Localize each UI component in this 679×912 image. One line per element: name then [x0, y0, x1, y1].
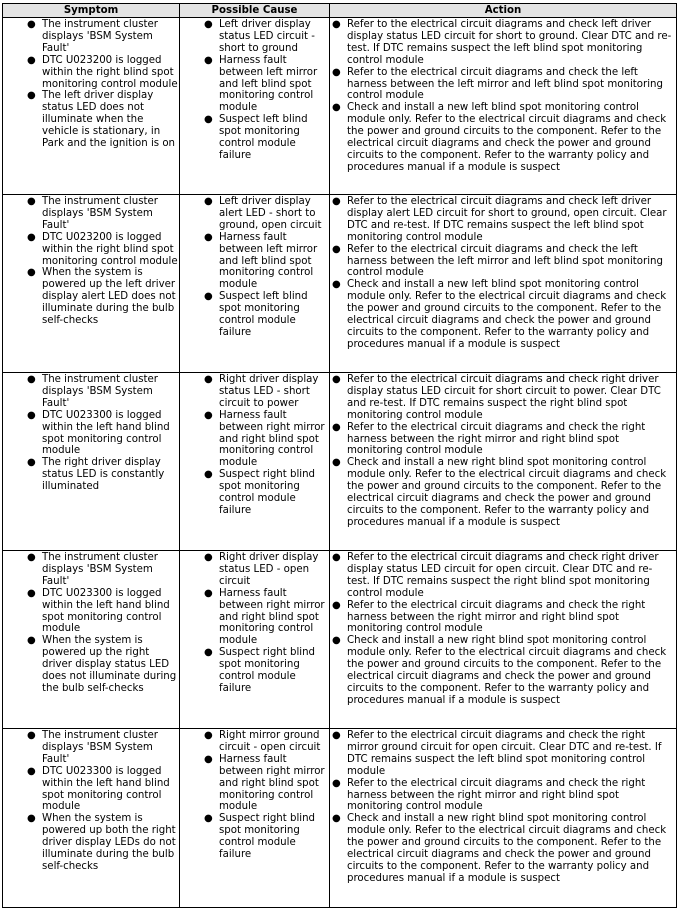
bullet-text: Check and install a new left blind spot monitoring control module only. Refer to the electrical circuit diagrams and check the power and ground circuits to the component. Refer to the electrical circuit diagrams and check the power and ground circuits to the component. Refer to the warranty policy and procedures manual if a module is suspect: [347, 279, 667, 350]
bullet-text: The instrument cluster displays 'BSM System Fault': [42, 374, 158, 409]
list-item: [4, 635, 178, 695]
list-item: [181, 410, 328, 470]
bullet-icon: ●: [27, 196, 36, 207]
list-item: [331, 244, 675, 280]
list-item: [4, 232, 178, 268]
list-item: [4, 374, 178, 410]
list-item: [331, 778, 675, 814]
list-item: [4, 19, 178, 55]
bullet-text: Refer to the electrical circuit diagrams and check the left harness between the left mirror and left blind spot monitoring control module: [347, 243, 663, 279]
bullet-text: Harness fault between left mirror and left blind spot monitoring control module: [219, 54, 318, 114]
bullet-icon: ●: [332, 599, 341, 611]
bullet-text: DTC U023300 is logged within the left hand blind spot monitoring control module: [42, 409, 170, 457]
bullet-text: Harness fault between right mirror and right blind spot monitoring control module: [219, 753, 325, 813]
bullet-icon: ●: [27, 552, 36, 563]
action-cell: [330, 729, 677, 908]
bullet-icon: ●: [332, 243, 341, 255]
list-item: [4, 90, 178, 150]
bullet-text: Refer to the electrical circuit diagrams and check right driver display status LED circuit for short circuit to power. Clear DTC and re-test. If DTC remains suspect the right blind spot monitoring control module: [347, 374, 661, 421]
possible-cause-cell: [180, 729, 330, 908]
bullet-text: The instrument cluster displays 'BSM System Fault': [42, 552, 158, 587]
header-row: [3, 4, 677, 18]
bullet-icon: ●: [27, 231, 36, 243]
list-item: [331, 102, 675, 173]
header-possible-cause: Possible Cause: [180, 4, 330, 18]
bullet-icon: ●: [332, 457, 341, 469]
bullet-list: [181, 374, 328, 517]
bullet-text: Suspect right blind spot monitoring control module failure: [219, 647, 316, 694]
bullet-icon: ●: [27, 90, 36, 102]
table-row: [3, 551, 677, 729]
list-item: [331, 552, 675, 600]
symptom-cell: [3, 729, 180, 908]
bullet-icon: ●: [27, 457, 36, 469]
bullet-icon: ●: [204, 409, 213, 421]
bullet-text: Check and install a new right blind spot monitoring control module only. Refer to the electrical circuit diagrams and check the power and ground circuits to the component. Refer to the electrical circuit diagrams and check the power and ground circuits to the component. Refer to the warranty policy and procedures manual if a module is suspect: [347, 813, 667, 884]
list-item: [181, 730, 328, 754]
possible-cause-cell: [180, 551, 330, 729]
symptom-cell: [3, 18, 180, 195]
action-cell: [330, 373, 677, 551]
list-item: [4, 457, 178, 493]
bullet-text: Left driver display alert LED - short to ground, open circuit: [219, 196, 322, 231]
list-item: [331, 19, 675, 67]
bullet-icon: ●: [204, 291, 213, 303]
bullet-icon: ●: [332, 102, 341, 114]
bullet-list: [4, 730, 178, 873]
list-item: [4, 588, 178, 636]
list-item: [181, 114, 328, 162]
bullet-icon: ●: [27, 409, 36, 421]
bullet-list: [331, 730, 675, 885]
list-item: [331, 374, 675, 422]
bullet-icon: ●: [27, 730, 36, 741]
list-item: [4, 766, 178, 814]
bullet-text: Check and install a new right blind spot monitoring control module only. Refer to the electrical circuit diagrams and check the power and ground circuits to the component. Refer to the electrical circuit diagrams and check the power and ground circuits to the component. Refer to the warranty policy and procedures manual if a module is suspect: [347, 457, 667, 528]
bullet-text: DTC U023300 is logged within the left hand blind spot monitoring control module: [42, 587, 170, 635]
bullet-icon: ●: [204, 54, 213, 66]
bullet-text: The instrument cluster displays 'BSM System Fault': [42, 19, 158, 54]
list-item: [181, 588, 328, 648]
bullet-list: [181, 19, 328, 162]
bullet-text: DTC U023200 is logged within the right blind spot monitoring control module: [42, 54, 178, 90]
bullet-text: Check and install a new right blind spot monitoring control module only. Refer to the electrical circuit diagrams and check the power and ground circuits to the component. Refer to the electrical circuit diagrams and check the power and ground circuits to the component. Refer to the warranty policy and procedures manual if a module is suspect: [347, 635, 667, 706]
bullet-text: Suspect right blind spot monitoring control module failure: [219, 813, 316, 861]
bullet-icon: ●: [27, 267, 36, 279]
header-symptom: Symptom: [3, 4, 180, 18]
list-item: [4, 196, 178, 232]
list-item: [4, 410, 178, 458]
bullet-icon: ●: [27, 765, 36, 777]
bullet-list: [4, 552, 178, 695]
bullet-icon: ●: [332, 730, 341, 741]
bullet-list: [331, 19, 675, 174]
list-item: [331, 635, 675, 706]
bullet-text: Left driver display status LED circuit - short to ground: [219, 19, 315, 54]
list-item: [4, 267, 178, 327]
bullet-list: [4, 196, 178, 327]
list-item: [181, 552, 328, 588]
bullet-text: When the system is powered up the right driver display status LED does not illuminate during the bulb self-checks: [42, 635, 177, 694]
bullet-list: [181, 730, 328, 861]
bullet-text: Harness fault between left mirror and left blind spot monitoring control module: [219, 231, 318, 291]
bullet-text: Refer to the electrical circuit diagrams and check the left harness between the left mirror and left blind spot monitoring control module: [347, 66, 663, 102]
list-item: [181, 813, 328, 861]
bullet-icon: ●: [332, 777, 341, 789]
bullet-text: DTC U023200 is logged within the right blind spot monitoring control module: [42, 231, 178, 267]
list-item: [331, 730, 675, 778]
bullet-icon: ●: [204, 469, 213, 481]
list-item: [181, 19, 328, 55]
bullet-icon: ●: [332, 279, 341, 291]
bullet-text: The instrument cluster displays 'BSM System Fault': [42, 730, 158, 765]
bullet-text: When the system is powered up both the right driver display LEDs do not illuminate during the bulb self-checks: [42, 813, 176, 872]
list-item: [181, 374, 328, 410]
bullet-text: The right driver display status LED is constantly illuminated: [42, 457, 165, 493]
list-item: [331, 422, 675, 458]
list-item: [331, 813, 675, 884]
list-item: [4, 813, 178, 873]
bullet-icon: ●: [27, 635, 36, 647]
bullet-icon: ●: [204, 114, 213, 126]
list-item: [181, 647, 328, 695]
bullet-text: Suspect right blind spot monitoring control module failure: [219, 469, 316, 516]
possible-cause-cell: [180, 18, 330, 195]
bullet-text: Suspect left blind spot monitoring control module failure: [219, 291, 308, 338]
bullet-icon: ●: [204, 552, 213, 563]
bullet-text: Suspect left blind spot monitoring control module failure: [219, 114, 308, 161]
bullet-text: Right mirror ground circuit - open circuit: [219, 730, 321, 753]
bullet-icon: ●: [27, 813, 36, 825]
list-item: [181, 232, 328, 292]
bullet-list: [331, 552, 675, 707]
list-item: [331, 279, 675, 350]
table-row: [3, 729, 677, 908]
bullet-text: Check and install a new left blind spot monitoring control module only. Refer to the electrical circuit diagrams and check the power and ground circuits to the component. Refer to the electrical circuit diagrams and check the power and ground circuits to the component. Refer to the warranty policy and procedures manual if a module is suspect: [347, 102, 667, 173]
bullet-list: [331, 374, 675, 529]
bullet-text: Refer to the electrical circuit diagrams and check the right mirror ground circuit for open circuit. Clear DTC and re-test. If DTC remains suspect the left blind spot monitoring control module: [347, 730, 662, 777]
bullet-text: Refer to the electrical circuit diagrams and check left driver display status LED circuit for short to ground. Clear DTC and re-test. If DTC remains suspect the left blind spot monitoring control module: [347, 19, 672, 66]
list-item: [4, 552, 178, 588]
bullet-icon: ●: [27, 374, 36, 385]
bullet-text: Harness fault between right mirror and right blind spot monitoring control module: [219, 409, 325, 469]
bullet-text: Refer to the electrical circuit diagrams and check right driver display status LED circuit for open circuit. Clear DTC and re-test. If DTC remains suspect the right blind spot monitoring control module: [347, 552, 659, 599]
bullet-icon: ●: [332, 421, 341, 433]
table-row: [3, 195, 677, 373]
bullet-icon: ●: [204, 587, 213, 599]
bullet-icon: ●: [204, 19, 213, 30]
bullet-text: Refer to the electrical circuit diagrams and check left driver display alert LED circuit for short to ground, open circuit. Clear DTC and re-test. If DTC remains suspect the left blind spot monitoring control module: [347, 196, 667, 243]
bullet-icon: ●: [332, 552, 341, 563]
diagnosis-table: [2, 3, 677, 908]
table-row: [3, 18, 677, 195]
bullet-text: Refer to the electrical circuit diagrams and check the right harness between the right mirror and right blind spot monitoring control module: [347, 777, 646, 813]
list-item: [181, 469, 328, 517]
bullet-icon: ●: [27, 54, 36, 66]
bullet-icon: ●: [27, 19, 36, 30]
bullet-icon: ●: [204, 730, 213, 741]
action-cell: [330, 18, 677, 195]
bullet-text: DTC U023300 is logged within the left hand blind spot monitoring control module: [42, 765, 170, 813]
bullet-icon: ●: [204, 753, 213, 765]
list-item: [181, 55, 328, 115]
possible-cause-cell: [180, 195, 330, 373]
symptom-cell: [3, 551, 180, 729]
bullet-list: [181, 196, 328, 339]
possible-cause-cell: [180, 373, 330, 551]
bullet-icon: ●: [204, 374, 213, 385]
list-item: [181, 196, 328, 232]
bullet-icon: ●: [204, 231, 213, 243]
bullet-text: The instrument cluster displays 'BSM System Fault': [42, 196, 158, 231]
table-row: [3, 373, 677, 551]
bullet-text: When the system is powered up the left driver display alert LED does not illuminate during the bulb self-checks: [42, 267, 176, 327]
bullet-icon: ●: [204, 647, 213, 659]
bullet-text: The left driver display status LED does not illuminate when the vehicle is stationary, in Park and the ignition is on: [42, 90, 176, 150]
list-item: [331, 67, 675, 103]
list-item: [4, 55, 178, 91]
list-item: [331, 600, 675, 636]
bullet-icon: ●: [332, 196, 341, 207]
bullet-list: [181, 552, 328, 695]
bullet-icon: ●: [27, 587, 36, 599]
symptom-cell: [3, 373, 180, 551]
action-cell: [330, 195, 677, 373]
list-item: [181, 754, 328, 814]
bullet-text: Refer to the electrical circuit diagrams and check the right harness between the right mirror and right blind spot monitoring control module: [347, 599, 646, 635]
bullet-icon: ●: [332, 374, 341, 385]
bullet-list: [331, 196, 675, 351]
bullet-text: Refer to the electrical circuit diagrams and check the right harness between the right mirror and right blind spot monitoring control module: [347, 421, 646, 457]
bullet-icon: ●: [332, 66, 341, 78]
header-action: Action: [330, 4, 677, 18]
symptom-cell: [3, 195, 180, 373]
list-item: [4, 730, 178, 766]
bullet-icon: ●: [332, 19, 341, 30]
bullet-icon: ●: [204, 196, 213, 207]
list-item: [331, 196, 675, 244]
bullet-icon: ●: [332, 813, 341, 825]
list-item: [331, 457, 675, 528]
bullet-icon: ●: [204, 813, 213, 825]
list-item: [181, 291, 328, 339]
bullet-icon: ●: [332, 635, 341, 647]
action-cell: [330, 551, 677, 729]
bullet-text: Right driver display status LED - open circuit: [219, 552, 319, 587]
bullet-text: Harness fault between right mirror and right blind spot monitoring control module: [219, 587, 325, 647]
bullet-list: [4, 19, 178, 150]
bullet-text: Right driver display status LED - short circuit to power: [219, 374, 319, 409]
bullet-list: [4, 374, 178, 493]
